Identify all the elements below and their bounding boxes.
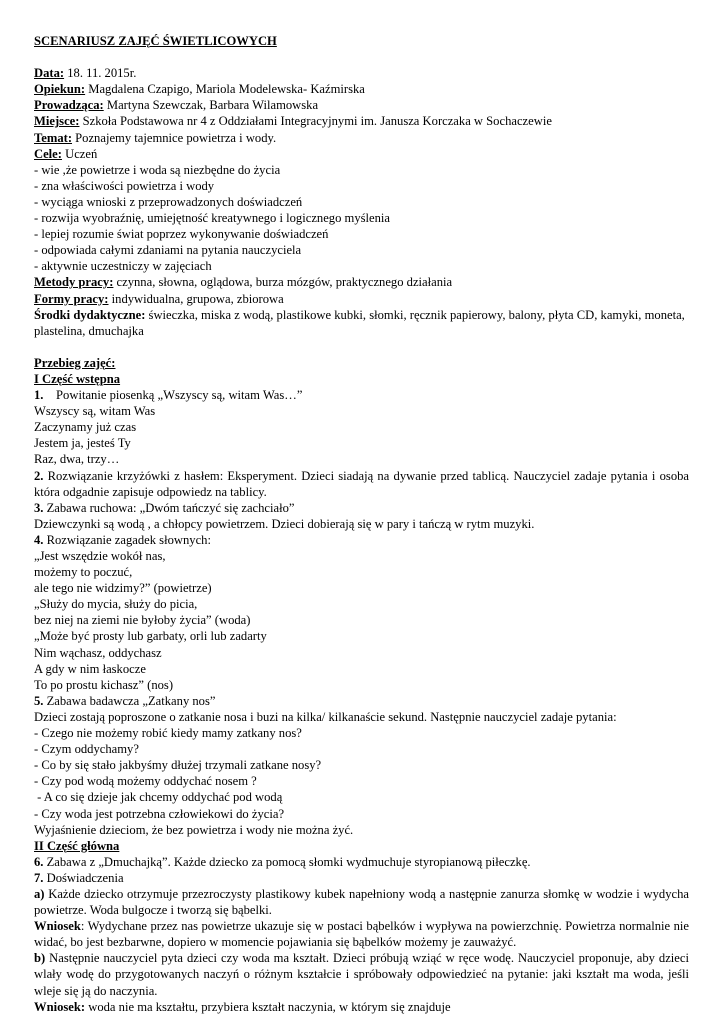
riddle-line: „Jest wszędzie wokół nas, — [34, 549, 166, 563]
song-line: Raz, dwa, trzy… — [34, 452, 120, 467]
item-5-number: 5. — [34, 693, 44, 708]
metody-line — [34, 274, 689, 290]
cele-line — [34, 146, 689, 162]
formy-line — [34, 291, 689, 307]
date-line — [34, 65, 689, 81]
conclusion-2 — [34, 999, 689, 1015]
item-2-text: Rozwiązanie krzyżówki z hasłem: Eksperyment. Dzieci siadają na dywanie przed tablicą. Nauczyciel zadaje pytania i osoba która odgadnie zapisuje odpowiedz na tablicy. — [34, 468, 693, 499]
date-label: Data: — [34, 66, 65, 81]
cele-item: - odpowiada całymi zdaniami na pytania nauczyciela — [34, 243, 302, 258]
item-7-number: 7. — [34, 870, 44, 885]
cele-item: - lepiej rozumie świat poprzez wykonywanie doświadczeń — [34, 227, 329, 242]
metody-value: czynna, słowna, oglądowa, burza mózgów, praktycznego działania — [113, 275, 453, 290]
conclusion-1-label: Wniosek — [34, 919, 81, 934]
cele-item: - zna właściwości powietrza i wody — [34, 178, 215, 193]
item-6-text: Zabawa z „Dmuchajką”. Każde dziecko za pomocą słomki wydmuchuje styropianową piłeczkę. — [43, 854, 531, 869]
riddle-line: A gdy w nim łaskocze — [34, 661, 146, 676]
miejsce-label: Miejsce: — [34, 114, 80, 129]
miejsce-value: Szkoła Podstawowa nr 4 z Oddziałami Integracyjnymi im. Janusza Korczaka w Sochaczewie — [79, 114, 552, 129]
item-7-text: Doświadczenia — [43, 870, 124, 885]
date-value: 18. 11. 2015r. — [64, 66, 137, 81]
opiekun-line — [34, 81, 689, 97]
przebieg-heading: Przebieg zajęć: — [34, 355, 116, 370]
part1-heading: I Część wstępna — [34, 371, 121, 386]
item-2 — [34, 468, 693, 500]
riddle-line: możemy to poczuć, — [34, 565, 133, 580]
opiekun-label: Opiekun: — [34, 82, 86, 97]
item-5-text: Zabawa badawcza „Zatkany nos” — [43, 693, 216, 708]
item-1-text: Powitanie piosenką „Wszyscy są, witam Was…” — [43, 388, 303, 403]
riddle-line: Nim wąchasz, oddychasz — [34, 645, 162, 660]
item-3-number: 3. — [34, 500, 44, 515]
item-6-number: 6. — [34, 854, 44, 869]
srodki-value: świeczka, miska z wodą, plastikowe kubki, słomki, ręcznik papierowy, balony, płyta CD, kamyki, moneta, plastelina, dmuchajka — [34, 307, 688, 338]
item-2-number: 2. — [34, 468, 44, 483]
item-4 — [34, 532, 689, 548]
srodki-label: Środki dydaktyczne: — [34, 307, 146, 322]
item-6 — [34, 854, 689, 870]
temat-label: Temat: — [34, 130, 73, 145]
experiment-b-label: b) — [34, 951, 46, 966]
formy-value: indywidualna, grupowa, zbiorowa — [108, 291, 284, 306]
item-4-number: 4. — [34, 532, 44, 547]
item-3-text: Zabawa ruchowa: „Dwóm tańczyć się zachciało” — [43, 500, 295, 515]
cele-item: - aktywnie uczestniczy w zajęciach — [34, 259, 212, 274]
riddle-line: ale tego nie widzimy?” (powietrze) — [34, 581, 212, 596]
question-line: - Czego nie możemy robić kiedy mamy zatkany nos? — [34, 726, 302, 741]
item-3 — [34, 500, 689, 516]
song-line: Jestem ja, jesteś Ty — [34, 436, 131, 451]
conclusion-1-text: : Wydychane przez nas powietrze ukazuje się w postaci bąbelków i wypływa na powierzchnię. Powietrza normalnie nie widać, bo jest bezbarwne, dopiero w momencie pojawiania się bąbelków możemy je zauważyć. — [34, 919, 693, 950]
question-line: - A co się dzieje jak chcemy oddychać pod wodą — [34, 790, 283, 805]
miejsce-line — [34, 113, 689, 129]
experiment-a-text: Każde dziecko otrzymuje przezroczysty plastikowy kubek napełniony wodą a następnie zanurza słomkę w wodzie i wydycha powietrze. Woda bulgocze i tworzą się bąbelki. — [34, 886, 693, 918]
item-7 — [34, 870, 689, 886]
explanation-line: Wyjaśnienie dzieciom, że bez powietrza i wody nie można żyć. — [34, 822, 354, 837]
opiekun-value: Magdalena Czapigo, Mariola Modelewska- Kaźmirska — [85, 82, 365, 97]
document-title: SCENARIUSZ ZAJĘĆ ŚWIETLICOWYCH — [34, 34, 277, 48]
cele-item: - rozwija wyobraźnię, umiejętność kreatywnego i logicznego myślenia — [34, 211, 391, 226]
song-line: Zaczynamy już czas — [34, 420, 137, 435]
experiment-b — [34, 950, 693, 998]
formy-label: Formy pracy: — [34, 291, 109, 306]
riddle-line: „Służy do mycia, służy do picia, — [34, 597, 198, 612]
part2-heading: II Część główna — [34, 838, 120, 853]
item-4-text: Rozwiązanie zagadek słownych: — [43, 532, 211, 547]
experiment-b-text: Następnie nauczyciel pyta dzieci czy woda ma kształt. Dzieci próbują wziąć w ręce wodę. Nauczyciel proponuje, aby dzieci wlały wodę do przygotowanych naczyń o różnym kształcie i spróbowały odpowiedzieć na pytanie: jaki kształt ma woda, jeśli wleje się ją do naczynia. — [34, 951, 693, 998]
question-line: - Czy woda jest potrzebna człowiekowi do życia? — [34, 806, 285, 821]
item-5-description: Dzieci zostają poproszone o zatkanie nosa i buzi na kilka/ kilkanaście sekund. Następnie nauczyciel zadaje pytania: — [34, 709, 617, 724]
cele-value: Uczeń — [61, 146, 98, 161]
song-line: Wszyscy są, witam Was — [34, 404, 156, 419]
question-line: - Co by się stało jakbyśmy dłużej trzymali zatkane nosy? — [34, 758, 322, 773]
temat-line — [34, 130, 689, 146]
riddle-line: „Może być prosty lub garbaty, orli lub zadarty — [34, 629, 267, 644]
srodki-line — [34, 307, 689, 339]
question-line: - Czy pod wodą możemy oddychać nosem ? — [34, 774, 257, 789]
item-3-description: Dziewczynki są wodą , a chłopcy powietrzem. Dzieci dobierają się w pary i tańczą w rytm muzyki. — [34, 516, 535, 531]
prowadzaca-value: Martyna Szewczak, Barbara Wilamowska — [103, 98, 319, 113]
question-line: - Czym oddychamy? — [34, 742, 139, 757]
experiment-a — [34, 886, 693, 918]
cele-item: - wie ,że powietrze i woda są niezbędne do życia — [34, 162, 281, 177]
riddle-line: To po prostu kichasz” (nos) — [34, 677, 174, 692]
item-1-number: 1. — [34, 388, 44, 403]
experiment-a-label: a) — [34, 886, 45, 901]
conclusion-2-label: Wniosek: — [34, 999, 86, 1014]
temat-value: Poznajemy tajemnice powietrza i wody. — [72, 130, 277, 145]
conclusion-1 — [34, 918, 693, 950]
riddle-line: bez niej na ziemi nie byłoby życia” (woda) — [34, 613, 251, 628]
cele-item: - wyciąga wnioski z przeprowadzonych doświadczeń — [34, 194, 303, 209]
item-5 — [34, 693, 689, 709]
conclusion-2-text: woda nie ma kształtu, przybiera kształt naczynia, w którym się znajduje — [85, 999, 451, 1014]
metody-label: Metody pracy: — [34, 275, 114, 290]
prowadzaca-line — [34, 97, 689, 113]
cele-label: Cele: — [34, 146, 62, 161]
prowadzaca-label: Prowadząca: — [34, 98, 104, 113]
item-1 — [34, 387, 689, 403]
